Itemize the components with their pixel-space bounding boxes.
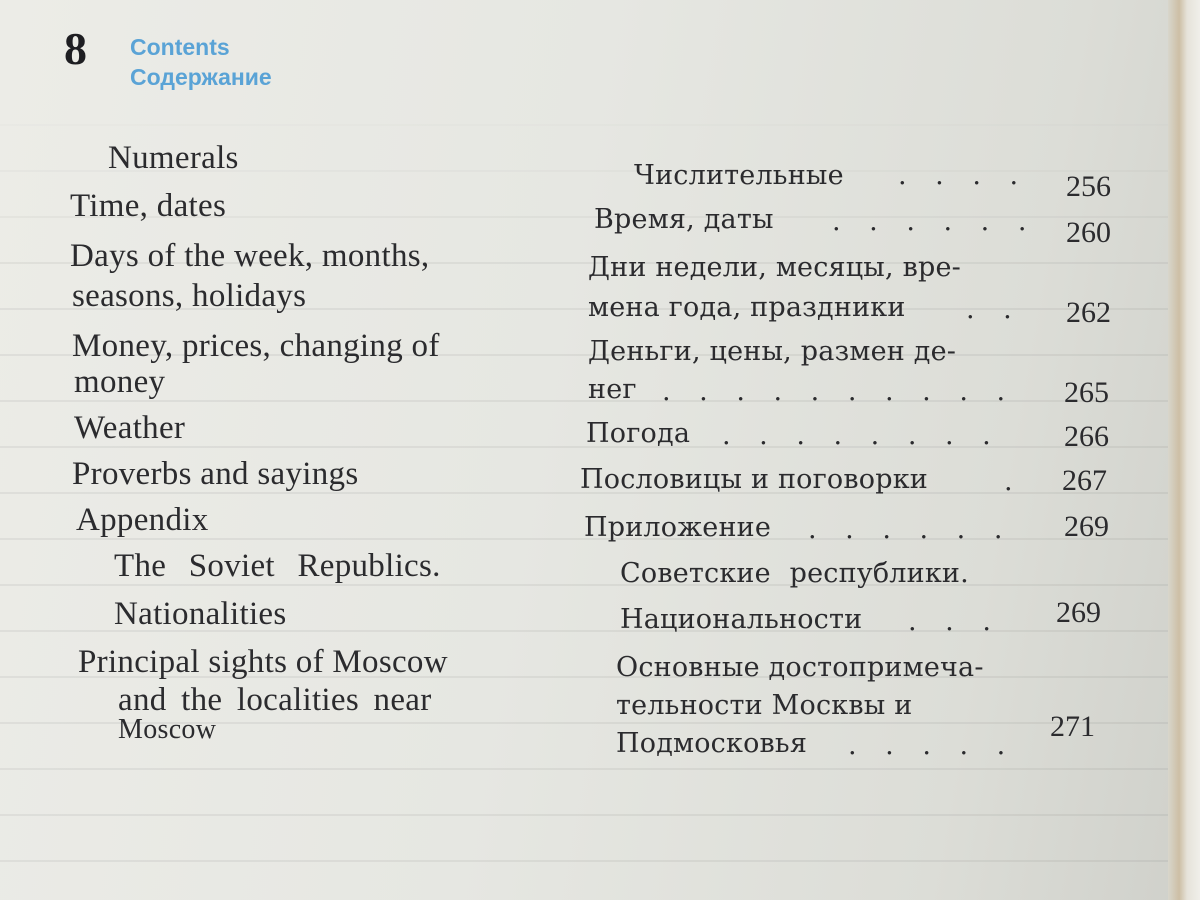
toc-entry-en: The Soviet Republics.	[114, 548, 441, 584]
leader-dots: . . . . . .	[832, 206, 1037, 237]
toc-entry-ru: мена года, праздники	[588, 292, 906, 323]
toc-entry-ru: Дни недели, месяцы, вре-	[588, 252, 961, 283]
toc-entry-en: Time, dates	[70, 188, 227, 224]
toc-page-number: 271	[1050, 710, 1095, 743]
leader-dots: . . .	[908, 606, 1001, 637]
contents-title-ru: Содержание	[130, 64, 272, 90]
leader-dots: .	[1004, 466, 1023, 497]
page-edge	[1168, 0, 1200, 900]
toc-entry-en: Money, prices, changing of	[72, 328, 440, 364]
toc-entry-ru: Время, даты	[594, 204, 774, 235]
toc-page-number: 269	[1056, 596, 1101, 629]
toc-page-number: 266	[1064, 420, 1109, 453]
toc-entry-en: Numerals	[108, 140, 239, 176]
leader-dots: . . . . .	[848, 730, 1016, 761]
toc-entry-en: Proverbs and sayings	[72, 456, 359, 492]
toc-entry-en: seasons, holidays	[72, 278, 307, 314]
toc-entry-ru: Деньги, цены, размен де-	[588, 336, 957, 367]
page-number: 8	[64, 23, 87, 74]
leader-dots: . .	[966, 294, 1022, 325]
toc-entry-ru: тельности Москвы и	[616, 690, 913, 721]
toc-entry-en: and the localities near	[118, 682, 432, 718]
toc-page-number: 267	[1062, 464, 1107, 497]
toc-entry-ru: Пословицы и поговорки	[580, 464, 929, 495]
toc-entry-ru: Национальности	[620, 604, 863, 635]
toc-page-number: 262	[1066, 296, 1111, 329]
toc-entry-ru: Приложение	[584, 512, 772, 543]
leader-dots: . . . . . . . . . .	[662, 376, 1016, 407]
toc-entry-ru: Подмосковья	[616, 728, 808, 759]
toc-entry-ru: нег	[588, 374, 637, 405]
toc-entry-en: Weather	[74, 410, 186, 446]
toc-entry-ru: Погода	[586, 418, 691, 449]
leader-dots: . . . . . .	[808, 514, 1013, 545]
toc-entry-en: money	[74, 364, 166, 400]
toc-entry-ru: Советские республики.	[620, 558, 969, 589]
toc-entry-en: Nationalities	[114, 596, 287, 632]
toc-page-number: 269	[1064, 510, 1109, 543]
toc-entry-ru: Числительные	[634, 160, 844, 191]
leader-dots: . . . . . . . .	[722, 420, 1001, 451]
toc-entry-ru: Основные достопримеча-	[616, 652, 984, 683]
toc-entry-en: Principal sights of Moscow	[78, 644, 448, 680]
toc-page-number: 256	[1066, 170, 1111, 203]
toc-entry-en: Moscow	[118, 714, 217, 745]
toc-entry-en: Appendix	[76, 502, 209, 538]
toc-page-number: 265	[1064, 376, 1109, 409]
contents-title-en: Contents	[130, 34, 230, 60]
toc-page-number: 260	[1066, 216, 1111, 249]
leader-dots: . . . .	[898, 160, 1029, 191]
toc-entry-en: Days of the week, months,	[70, 238, 430, 274]
